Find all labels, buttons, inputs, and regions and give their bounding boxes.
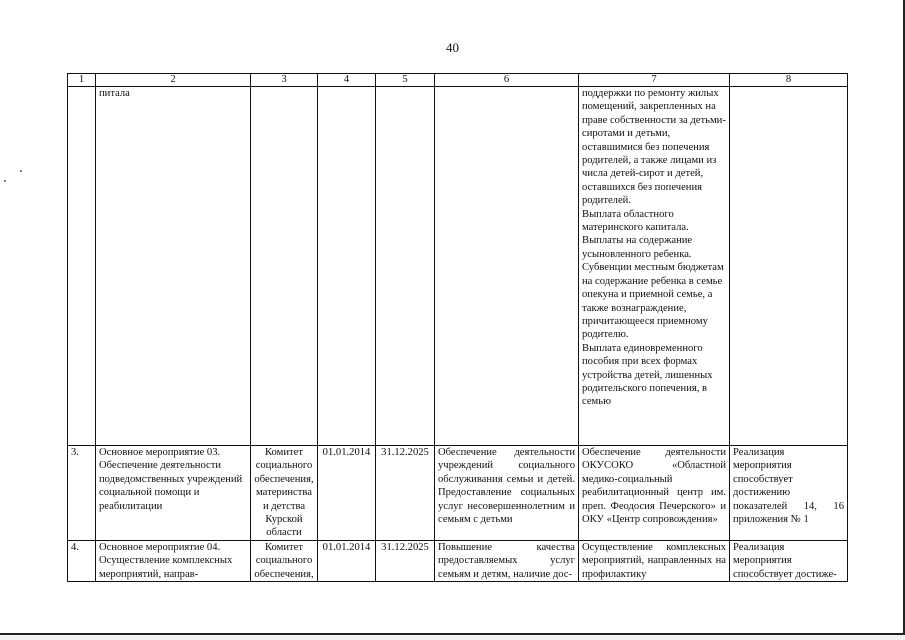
scan-speck	[4, 180, 6, 182]
column-number: 5	[376, 74, 435, 87]
activity-paragraph: Выплаты на содержание усыновленного ребенка.	[582, 235, 693, 260]
cell-empty	[318, 87, 376, 446]
cell-empty	[376, 87, 435, 446]
responsible-executor: Комитет социального обеспечения, материнства и детства Курской области	[251, 446, 318, 541]
event-name: Основное мероприятие 03. Обеспечение деятельности подведомственных учреждений социальной помощи и реабилитации	[96, 446, 251, 541]
table-row	[68, 540, 848, 581]
event-name: Основное мероприятие 04. Осуществление комплексных мероприятий, направ-	[96, 540, 251, 581]
cell-empty	[730, 87, 848, 446]
cell-empty	[435, 87, 579, 446]
end-date: 31.12.2025	[376, 540, 435, 581]
start-date: 01.01.2014	[318, 540, 376, 581]
column-number: 1	[68, 74, 96, 87]
activity-paragraph: Выплата областного материнского капитала.	[582, 208, 689, 234]
activity-paragraph: поддержки по ремонту жилых помещений, закрепленных на праве собственности за детьми-сиротами и детьми, оставшимися без попечения родителей, а также лицами из числа детей-сирот и детей, оставшихся без попечения родителей.	[582, 88, 726, 207]
column-number: 4	[318, 74, 376, 87]
page-number: 40	[446, 40, 459, 55]
row-number: 3.	[68, 446, 96, 541]
activity-paragraph: Выплата единовременного пособия при всех формах устройства детей, лишенных родительского попечения, в семью	[582, 342, 713, 408]
table-row-continuation	[68, 87, 848, 446]
column-number: 3	[251, 74, 318, 87]
column-number: 2	[96, 74, 251, 87]
column-number: 6	[435, 74, 579, 87]
column-number: 7	[579, 74, 730, 87]
main-activities: Осуществление комплексных мероприятий, направленных на профилактику	[579, 540, 730, 581]
cell-empty	[68, 87, 96, 446]
start-date: 01.01.2014	[318, 446, 376, 541]
table-row	[68, 446, 848, 541]
column-number: 8	[730, 74, 848, 87]
indicator-link: Реализация мероприятия способствует достижению показателей 14, 16 приложения № 1	[730, 446, 848, 541]
responsible-executor: Комитет социального обеспечения,	[251, 540, 318, 581]
expected-result: Обеспечение деятельности учреждений социального обслуживания семьи и детей. Предоставление социальных услуг несовершеннолетним и семьям с детьми	[435, 446, 579, 541]
program-activities-table	[67, 73, 848, 582]
cell-name-continuation: питала	[96, 87, 251, 446]
indicator-link: Реализация мероприятия способствует достиже-	[730, 540, 848, 581]
main-activities: Обеспечение деятельности ОКУСОКО «Областной медико-социальный реабилитационный центр им. преп. Феодосия Печерского» и ОКУ «Центр сопровождения»	[579, 446, 730, 541]
cell-empty	[251, 87, 318, 446]
row-number: 4.	[68, 540, 96, 581]
activity-paragraph: Субвенции местным бюджетам на содержание ребенка в семье опекуна и приемной семье, а также вознаграждение, причитающееся приемному родителю.	[582, 262, 724, 341]
column-number-row	[68, 74, 848, 87]
scan-speck	[20, 170, 22, 172]
expected-result: Повышение качества предоставляемых услуг семьям и детям, наличие дос-	[435, 540, 579, 581]
end-date: 31.12.2025	[376, 446, 435, 541]
cell-activities-continuation	[579, 87, 730, 446]
